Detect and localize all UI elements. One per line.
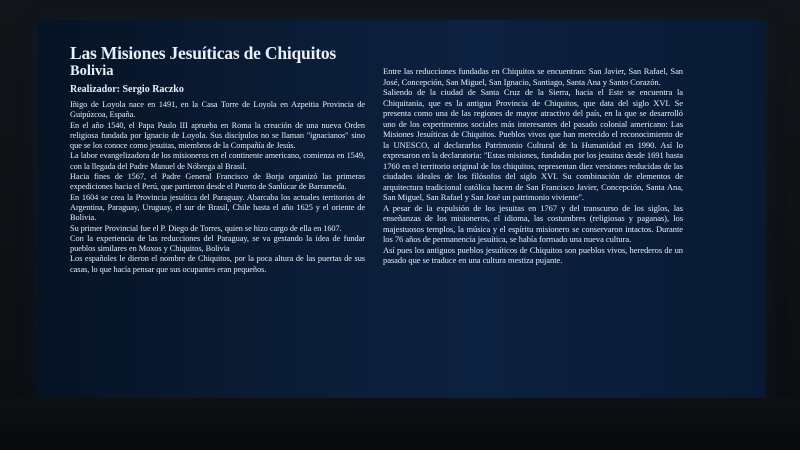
left-paragraph: En el año 1540, el Papa Paulo III aprueba en Roma la creación de una nueva Orden religiosa fundada por Ignacio de Loyola. Sus discípulos no se llaman "ignacianos" sino que se los conoce como jesuitas, miembros de la Compañía de Jesús.	[70, 120, 365, 151]
slide-title: Las Misiones Jesuíticas de Chiquitos	[70, 43, 337, 63]
right-paragraph: Saliendo de la ciudad de Santa Cruz de la Sierra, hacia el Este se encuentra la Chiquitania, que es la antigua Provincia de Chiquitos, que data del siglo XVI. Se presenta como una de las regiones de mayor atractivo del país, en la que se desarrolló uno de los experimentos sociales más interesantes del pasado colonial americano: Las Misiones Jesuíticas de Chiquitos. Pueblos vivos que han merecido el reconocimiento de la UNESCO, al declararlos Patrimonio Cultural de la Humanidad en 1990. Así lo expresaron en la declaratoria: "Estas misiones, fundadas por los jesuitas desde 1691 hasta 1760 en el territorio original de los chiquitos, representan diez versiones reducidas de las ciudades ideales de los filósofos del siglo XVI. Su combinación de elementos de arquitectura tradicional católica hacen de San Francisco Javier, Concepción, Santa Ana, San Miguel, San Rafael y San José un patrimonio viviente".	[383, 87, 683, 202]
director-credit: Realizador: Sergio Raczko	[70, 84, 184, 95]
left-paragraph: Iñigo de Loyola nace en 1491, en la Casa Torre de Loyola en Azpeitia Provincia de Guipúzcoa, España.	[70, 100, 365, 120]
left-paragraph: Los españoles le dieron el nombre de Chiquitos, por la poca altura de las puertas de sus casas, lo que hacía pensar que sus ocupantes eran pequeños.	[70, 254, 365, 274]
right-paragraph: A pesar de la expulsión de los jesuitas en 1767 y del transcurso de los siglos, las enseñanzas de los misioneros, el idioma, las costumbres (religiosas y paganas), los majestuosos templos, la música y el espíritu misionero se conservaron intactos. Durante los 76 años de permanencia jesuítica, se había formado una nueva cultura.	[383, 202, 683, 244]
left-paragraph: Su primer Provincial fue el P. Diego de Torres, quien se hizo cargo de ella en 1607.	[70, 223, 342, 233]
right-paragraph: Así pues los antiguos pueblos jesuíticos de Chiquitos son pueblos vivos, herederos de un pasado que se traduce en una cultura mestiza pujante.	[383, 244, 683, 265]
right-paragraph: Entre las reducciones fundadas en Chiquitos se encuentran: San Javier, San Rafael, San José, Concepción, San Miguel, San Ignacio, Santiago, Santa Ana y Santo Corazón.	[383, 66, 683, 87]
left-paragraph: Hacia fines de 1567, el Padre General Francisco de Borja organizó las primeras expediciones hacia el Perú, que partieron desde el Puerto de Sanlúcar de Barrameda.	[70, 172, 365, 192]
left-paragraph: En 1604 se crea la Provincia jesuítica del Paraguay. Abarcaba los actuales territorios de Argentina, Paraguay, Uruguay, el sur de Brasil, Chile hasta el año 1625 y el oriente de Bolivia.	[70, 192, 365, 223]
left-paragraph: Con la experiencia de las reducciones del Paraguay, se va gestando la idea de fundar pueblos similares en Moxos y Chiquitos, Bolivia	[70, 233, 365, 254]
left-paragraph: La labor evangelizadora de los misioneros en el continente americano, comienza en 1549, con la llegada del Padre Manuel de Nóbrega al Brasil.	[70, 151, 365, 171]
right-column	[383, 66, 683, 266]
slide-subtitle: Bolivia	[70, 63, 114, 79]
left-column	[70, 44, 365, 275]
floor	[0, 398, 800, 450]
